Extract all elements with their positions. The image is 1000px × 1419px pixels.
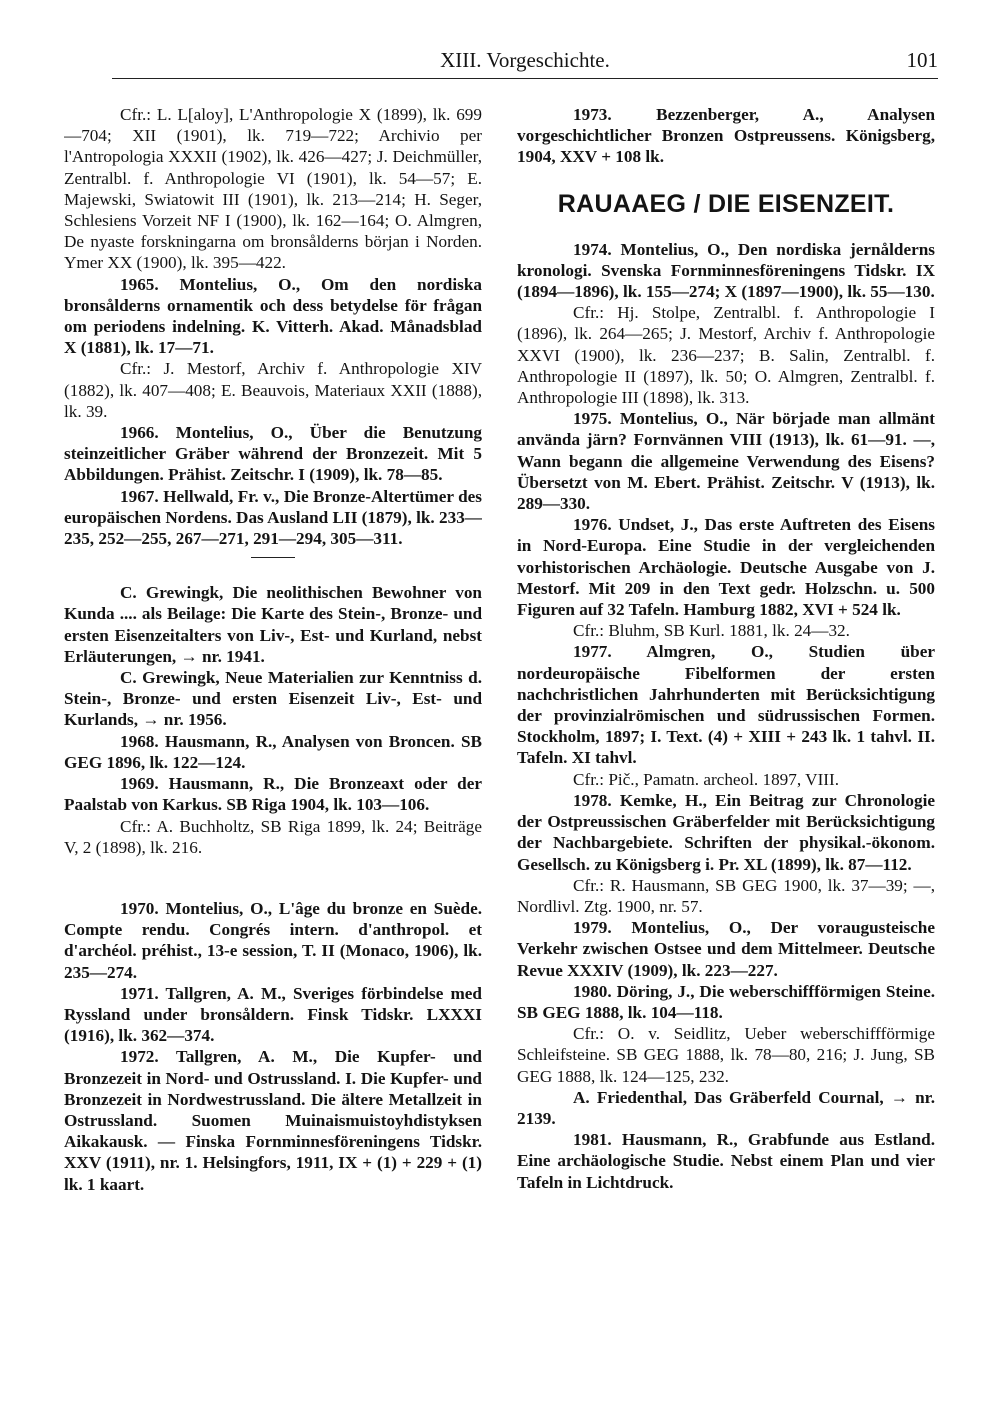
cfr-note: Cfr.: A. Buchholtz, SB Riga 1899, lk. 24; Beiträge V, 2 (1898), lk. 216. bbox=[64, 816, 482, 857]
cfr-note: Cfr.: Bluhm, SB Kurl. 1881, lk. 24—32. bbox=[573, 621, 850, 641]
entry-1976: 1976. Undset, J., Das erste Auftreten des Eisens in Nord-Europa. Eine Studie in der vergleichenden vorhistorischen Archäologie. Deutsche Ausgabe von J. Mestorf. Mit 209 in den Text gedr. Holzschn. u. 500 Figuren auf 32 Tafeln. Hamburg 1882, XVI + 524 lk. bbox=[517, 515, 935, 620]
entry-1977: 1977. Almgren, O., Studien über nordeuropäische Fibelformen der ersten nachchristlichen Jahrhunderten mit Berücksichtigung der provinzialrömischen und südrussischen Formen. Stockholm, 1897; I. Text. (4) + XIII + 243 lk. 1 tahvl. II. Tafeln. XI tahvl. bbox=[517, 642, 935, 768]
entry-1969: 1969. Hausmann, R., Die Bronzeaxt oder der Paalstab von Karkus. SB Riga 1904, lk. 103—106. bbox=[64, 774, 482, 815]
entry-1970: 1970. Montelius, O., L'âge du bronze en Suède. Compte rendu. Congrés intern. d'anthropol. et d'archéol. préhist., 13-e session, T. II (Monaco, 1906), lk. 235—274. bbox=[64, 898, 482, 982]
cfr-note: Cfr.: R. Hausmann, SB GEG 1900, lk. 37—39; —, Nordlivl. Ztg. 1900, nr. 57. bbox=[517, 875, 935, 916]
cfr-note: Cfr.: L. L[aloy], L'Anthropologie X (1899), lk. 699—704; XII (1901), lk. 719—722; Archivio per l'Antropologia XXXII (1902), lk. 426—427; J. Deichmüller, Zentralbl. f. Anthropologie VI (1901), lk. 54—57; E. Majewski, Swiatowit III (1901), lk. 213—214; H. Seger, Schlesiens Vorzeit NF I (1900), lk. 162—164; O. Almgren, De nyaste forskningarna om bronsålderns början i Norden. Ymer XX (1900), lk. 395—422. bbox=[64, 105, 482, 273]
entry-1978: 1978. Kemke, H., Ein Beitrag zur Chronologie der Ostpreussischen Gräberfelder mit Berücksichtigung der Nachbargebiete. Schriften der physikal.-ökonom. Gesellsch. zu Königsberg i. Pr. XL (1899), lk. 87—112. bbox=[517, 790, 935, 874]
entry-1974: 1974. Montelius, O., Den nordiska jernålderns kronologi. Svenska Fornminnesföreningens Tidskr. IX (1894—1896), lk. 155—274; X (1897—1900), lk. 55—130. bbox=[517, 239, 935, 302]
spacer bbox=[64, 858, 482, 898]
cfr-note: Cfr.: J. Mestorf, Archiv f. Anthropologie XIV (1882), lk. 407—408; E. Beauvois, Materiaux XXII (1888), lk. 39. bbox=[64, 359, 482, 421]
crossref-grewingk-1: C. Grewingk, Die neolithischen Bewohner von Kunda .... als Beilage: Die Karte des Stein-, Bronze- und ersten Eisenzeitalters von Liv-, Est- und Kurland, nebst Erläuterungen, → nr. 1941. bbox=[64, 583, 482, 666]
running-header bbox=[112, 48, 938, 76]
left-column bbox=[64, 104, 482, 1384]
header-rule bbox=[112, 78, 938, 79]
entry-1981: 1981. Hausmann, R., Grabfunde aus Estland. Eine archäologische Studie. Nebst einem Plan und vier Tafeln in Lichtdruck. bbox=[517, 1130, 935, 1192]
entry-1979: 1979. Montelius, O., Der voraugusteische Verkehr zwischen Ostsee und dem Mittelmeer. Deutsche Revue XXXIV (1909), lk. 223—227. bbox=[517, 918, 935, 980]
cfr-note: Cfr.: O. v. Seidlitz, Ueber weberschiffförmige Schleifsteine. SB GEG 1888, lk. 78—80, 216; J. Jung, SB GEG 1888, lk. 124—125, 232. bbox=[517, 1024, 935, 1086]
entry-1966: 1966. Montelius, O., Über die Benutzung steinzeitlicher Gräber während der Bronzezeit. Mit 5 Abbildungen. Prähist. Zeitschr. I (1909), lk. 78—85. bbox=[64, 423, 482, 485]
right-column bbox=[517, 104, 935, 1384]
entry-1972: 1972. Tallgren, A. M., Die Kupfer- und Bronzezeit in Nord- und Ostrussland. I. Die Kupfer- und Bronzezeit in Nordwestrussland. Die ältere Metallzeit in Ostrussland. Suomen Muinaismuistoyhdistyksen Aikakausk. — Finska Fornminnesföreningens Tidskr. XXV (1911), nr. 1. Helsingfors, 1911, IX + (1) + 229 + (1) lk. 1 kaart. bbox=[64, 1047, 482, 1194]
cfr-note: Cfr.: Hj. Stolpe, Zentralbl. f. Anthropologie I (1896), lk. 264—265; J. Mestorf, Archiv f. Anthropologie XXVI (1900), lk. 236—237; B. Salin, Zentralbl. f. Anthropologie II (1897), lk. 50; O. Almgren, Zentralbl. f. Anthropologie III (1898), lk. 313. bbox=[517, 303, 935, 408]
entry-1968: 1968. Hausmann, R., Analysen von Broncen. SB GEG 1896, lk. 122—124. bbox=[64, 731, 482, 772]
header-title: XIII. Vorgeschichte. bbox=[440, 48, 610, 72]
entry-1965: 1965. Montelius, O., Om den nordiska bronsålderns ornamentik och dess betydelse för frågan om periodens indelning. K. Vitterh. Akad. Månadsblad X (1881), lk. 17—71. bbox=[64, 274, 482, 358]
entry-1967: 1967. Hellwald, Fr. v., Die Bronze-Altertümer des europäischen Nordens. Das Ausland LII (1879), lk. 233—235, 252—255, 267—271, 291—294, 305—311. bbox=[64, 486, 482, 549]
entry-1975: 1975. Montelius, O., När började man allmänt använda järn? Fornvännen VIII (1913), lk. 61—91. —, Wann begann die allgemeine Verwendung des Eisens? Übersetzt von M. Ebert. Prähist. Zeitschr. V (1913), lk. 289—330. bbox=[517, 409, 935, 514]
crossref-friedenthal: A. Friedenthal, Das Gräberfeld Cournal, → nr. 2139. bbox=[517, 1087, 935, 1128]
cfr-note: Cfr.: Pič., Pamatn. archeol. 1897, VIII. bbox=[573, 769, 840, 789]
separator-rule bbox=[251, 557, 295, 558]
section-title: RAUAAEG / DIE EISENZEIT. bbox=[557, 189, 895, 218]
entry-1980: 1980. Döring, J., Die weberschiffförmigen Steine. SB GEG 1888, lk. 104—118. bbox=[517, 981, 935, 1022]
page-number: 101 bbox=[906, 48, 938, 72]
entry-1971: 1971. Tallgren, A. M., Sveriges förbindelse med Ryssland under bronsåldern. Finsk Tidskr. LXXXI (1916), lk. 362—374. bbox=[64, 983, 482, 1046]
entry-1973: 1973. Bezzenberger, A., Analysen vorgeschichtlicher Bronzen Ostpreussens. Königsberg, 1904, XXV + 108 lk. bbox=[517, 105, 935, 167]
crossref-grewingk-2: C. Grewingk, Neue Materialien zur Kenntniss d. Stein-, Bronze- und ersten Eisenzeit Liv-, Est- und Kurlands, → nr. 1956. bbox=[64, 668, 482, 730]
